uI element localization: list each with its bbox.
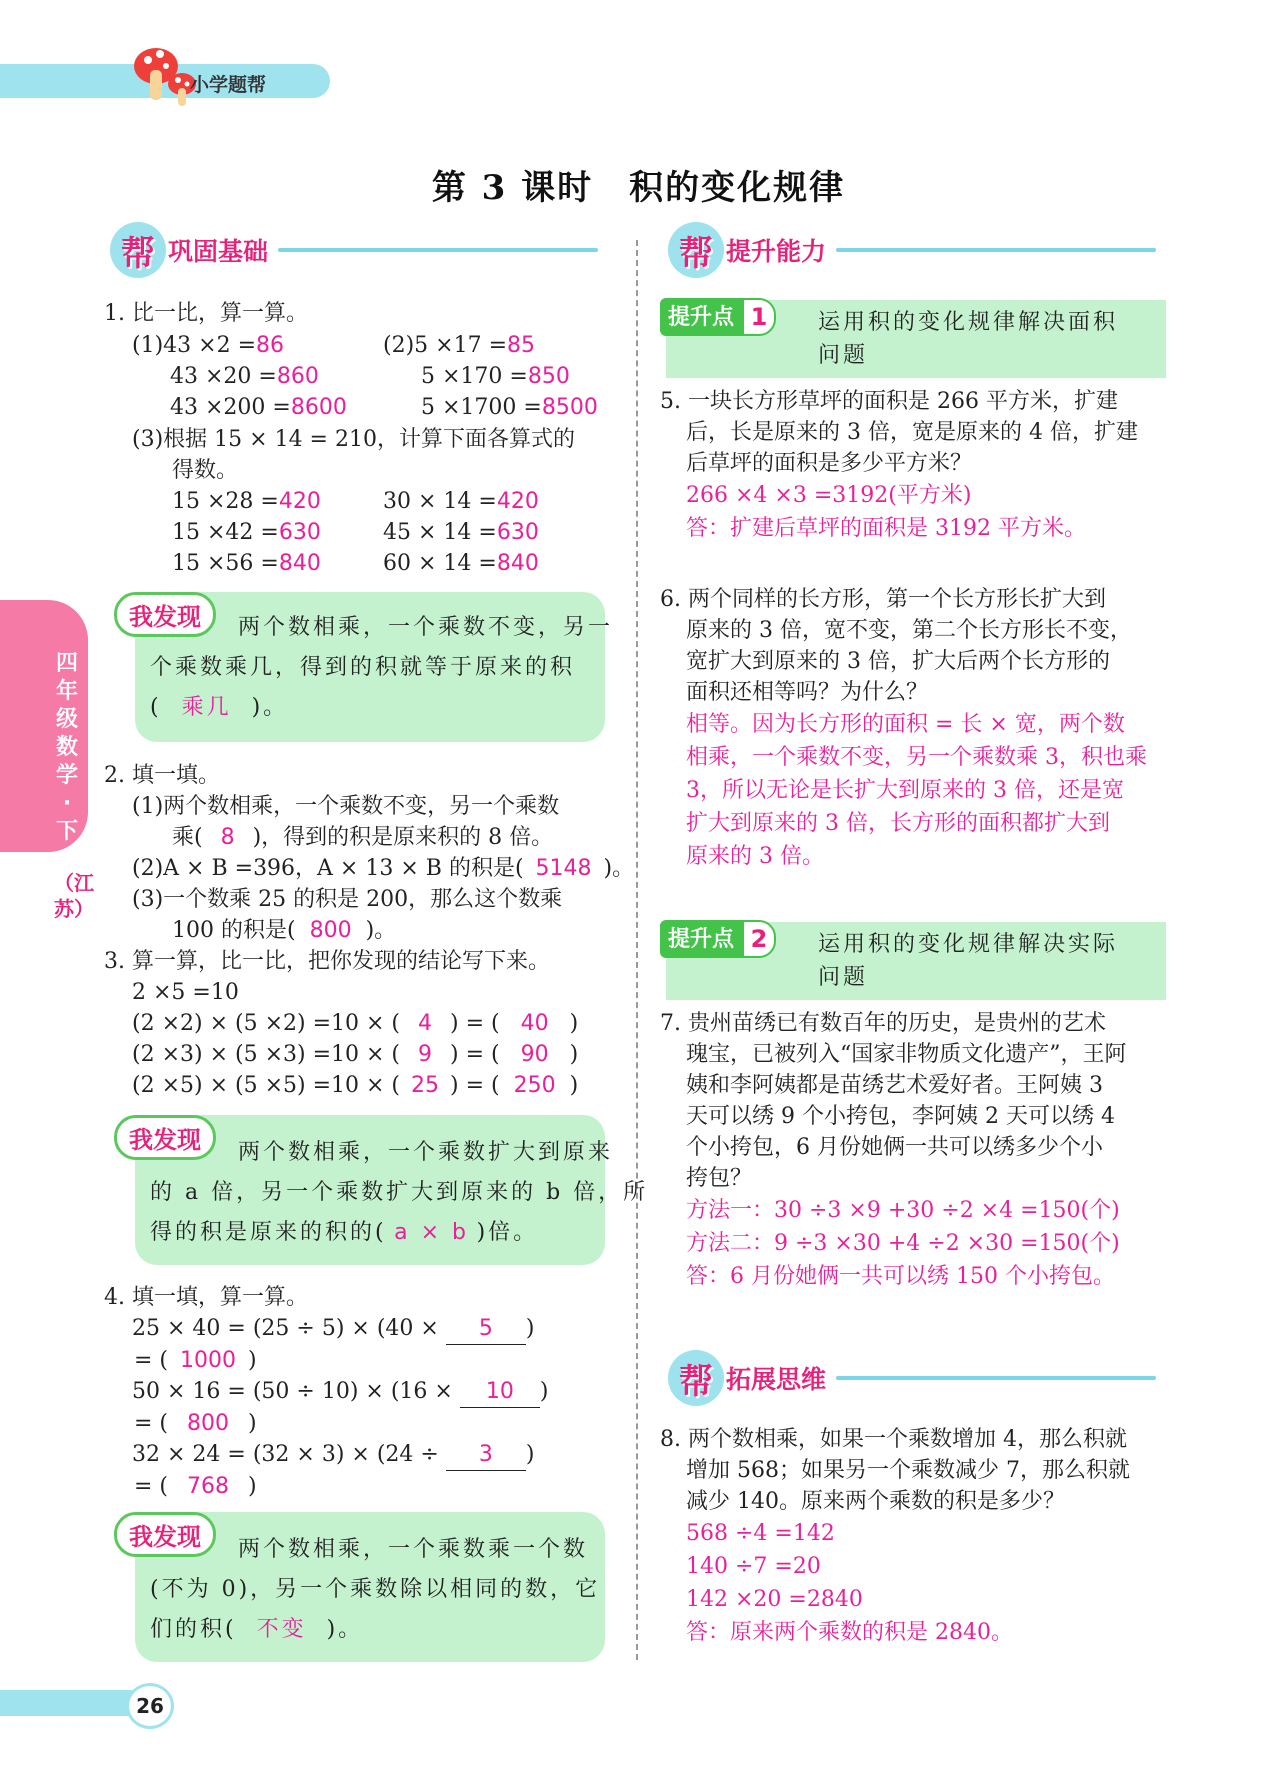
section-rule — [278, 248, 598, 252]
q3-stem: 3. 算一算，比一比，把你发现的结论写下来。 — [104, 949, 550, 974]
q2-line: (1)两个数相乘，一个乘数不变，另一个乘数 — [132, 794, 560, 819]
q1-answer: 630 — [496, 520, 539, 545]
q4-row: 50 × 16 = (50 ÷ 10) × (16 × 10 ) — [132, 1376, 548, 1408]
q7 — [660, 1008, 1127, 1293]
q3-row: (2 ×3) × (5 ×3) =10 × ( 9 ) = ( 90 ) — [132, 1042, 579, 1067]
q6-line: 6. 两个同样的长方形，第一个长方形长扩大到 — [660, 587, 1106, 612]
q8-line: 减少 140。原来两个乘数的积是多少？ — [686, 1489, 1065, 1514]
discovery-answer: 不变 — [256, 1617, 307, 1642]
q1-expr: 43 ×20 = — [170, 364, 277, 389]
q1-part3-line1: (3)根据 15 × 14 = 210，计算下面各算式的 — [132, 427, 575, 452]
q1-answer: 850 — [527, 364, 570, 389]
q6-answer: 扩大到原来的 3 倍，长方形的面积都扩大到 — [686, 811, 1110, 836]
discovery-tag: 我发现 — [114, 1115, 216, 1160]
skill-point-text: 运用积的变化规律解决面积 — [818, 310, 1119, 335]
q1-answer: 86 — [256, 333, 285, 358]
q2-stem: 2. 填一填。 — [104, 763, 220, 788]
discovery-text: 两个数相乘，一个乘数不变，另一 — [238, 615, 614, 640]
q5-answer: 答：扩建后草坪的面积是 3192 平方米。 — [686, 516, 1086, 541]
q2-line: (2)A × B =396，A × 13 × B 的积是( 5148 )。 — [132, 853, 634, 884]
q6-answer: 3，所以无论是长扩大到原来的 3 倍，还是宽 — [686, 778, 1124, 803]
discovery-text: ( 乘几 )。 — [150, 688, 288, 728]
q8-answer: 568 ÷4 =142 — [686, 1521, 835, 1546]
q6-line: 原来的 3 倍，宽不变，第二个长方形长不变， — [686, 618, 1132, 643]
q1-expr: 15 ×42 = — [172, 520, 279, 545]
q8-answer: 答：原来两个乘数的积是 2840。 — [686, 1620, 1013, 1645]
q2-line: (3)一个数乘 25 的积是 200，那么这个数乘 — [132, 887, 563, 912]
brand-name: 小学题帮 — [190, 74, 267, 96]
q6-answer: 相乘，一个乘数不变，另一个乘数乘 3，积也乘 — [686, 745, 1147, 770]
skill-point-text: 运用积的变化规律解决实际 — [818, 932, 1119, 957]
q1-expr: (1)43 ×2 = — [132, 333, 257, 358]
q3-base: 2 ×5 =10 — [132, 980, 239, 1005]
q7-line: 7. 贵州苗绣已有数百年的历史，是贵州的艺术 — [660, 1011, 1106, 1036]
section-rule — [836, 1376, 1156, 1380]
q4-row: 32 × 24 = (32 × 3) × (24 ÷ 3 ) — [132, 1439, 548, 1471]
discovery-text: 得的积是原来的积的( a × b )倍。 — [150, 1213, 538, 1253]
q1-expr: 60 × 14 = — [383, 551, 497, 576]
skill-point-text: 问题 — [818, 965, 869, 990]
q1-expr: 30 × 14 = — [383, 489, 497, 514]
q1-expr: 5 ×170 = — [421, 364, 528, 389]
q5-answer: 266 ×4 ×3 =3192(平方米) — [686, 483, 972, 508]
q7-line: 个小挎包，6 月份她俩一共可以绣多少个小 — [686, 1135, 1103, 1160]
q6-answer: 相等。因为长方形的面积 = 长 × 宽，两个数 — [686, 712, 1125, 737]
skill-point-text: 问题 — [818, 343, 869, 368]
q8-answer: 142 ×20 =2840 — [686, 1587, 863, 1612]
q4-row: 25 × 40 = (25 ÷ 5) × (40 × 5 ) — [132, 1313, 548, 1345]
q7-line: 姨和李阿姨都是苗绣艺术爱好者。王阿姨 3 — [686, 1073, 1103, 1098]
q1-expr: 43 ×200 = — [170, 395, 291, 420]
discovery-text: 两个数相乘，一个乘数扩大到原来 — [238, 1140, 614, 1165]
discovery-answer: a × b — [394, 1220, 470, 1245]
section-badge: 帮 — [668, 222, 724, 278]
q6-answer: 原来的 3 倍。 — [686, 844, 824, 869]
discovery-text: 们的积( 不变 )。 — [150, 1610, 363, 1650]
q8-line: 增加 568；如果另一个乘数减少 7，那么积就 — [686, 1458, 1130, 1483]
q7-answer: 方法一：30 ÷3 ×9 +30 ÷2 ×4 =150(个) — [686, 1198, 1120, 1223]
q2-answer: 5148 — [535, 856, 592, 881]
section-basic — [110, 222, 598, 278]
q2-line: 乘( 8 )，得到的积是原来积的 8 倍。 — [172, 822, 553, 853]
skill-point-number: 1 — [742, 298, 776, 336]
q3-rows — [132, 1008, 578, 1101]
section-improve — [668, 222, 1156, 278]
section-title: 拓展思维 — [726, 1365, 827, 1394]
skill-point-tag: 提升点 — [660, 298, 742, 336]
q1-answer: 860 — [276, 364, 319, 389]
q4-result: = ( 800 ) — [134, 1411, 257, 1436]
q8 — [660, 1424, 1130, 1649]
q1-answer: 840 — [278, 551, 321, 576]
q2-answer: 800 — [309, 918, 352, 943]
q1-expr: 45 × 14 = — [383, 520, 497, 545]
q8-line: 8. 两个数相乘，如果一个乘数增加 4，那么积就 — [660, 1427, 1127, 1452]
skill-point-tag: 提升点 — [660, 920, 742, 958]
section-expand — [668, 1350, 1156, 1406]
discovery-text: 两个数相乘，一个乘数乘一个数 — [238, 1537, 589, 1562]
q1-expr: 15 ×56 = — [172, 551, 279, 576]
side-tab-label: 四年级数学·下 — [55, 651, 78, 844]
q3-row: (2 ×5) × (5 ×5) =10 × ( 25 ) = ( 250 ) — [132, 1073, 579, 1098]
section-badge: 帮 — [668, 1350, 724, 1406]
q4-result: = ( 1000 ) — [134, 1348, 257, 1373]
section-badge: 帮 — [110, 222, 166, 278]
q7-answer: 方法二：9 ÷3 ×30 +4 ÷2 ×30 =150(个) — [686, 1231, 1120, 1256]
q7-answer: 答：6 月份她俩一共可以绣 150 个小挎包。 — [686, 1264, 1115, 1289]
q1-answer: 8600 — [290, 395, 347, 420]
q1-answer: 630 — [278, 520, 321, 545]
q6-line: 面积还相等吗？为什么？ — [686, 680, 929, 705]
q1-part1 — [132, 330, 347, 423]
q4-stem: 4. 填一填，算一算。 — [104, 1285, 308, 1310]
q2-answer: 8 — [220, 825, 235, 850]
q1-expr: (2)5 ×17 = — [383, 333, 508, 358]
skill-point-label — [660, 298, 776, 336]
discovery-answer: 乘几 — [181, 695, 232, 720]
discovery-text: (不为 0)，另一个乘数除以相同的数，它 — [150, 1577, 601, 1602]
q1-answer: 420 — [278, 489, 321, 514]
q1-part3-left — [172, 486, 321, 579]
q1-answer: 85 — [507, 333, 536, 358]
q4-rows — [132, 1313, 548, 1502]
q1-part3-line2: 得数。 — [172, 458, 239, 483]
q4-result: = ( 768 ) — [134, 1474, 257, 1499]
discovery-tag: 我发现 — [114, 592, 216, 637]
q8-answer: 140 ÷7 =20 — [686, 1554, 821, 1579]
q6 — [660, 584, 1147, 873]
q5-line: 5. 一块长方形草坪的面积是 266 平方米，扩建 — [660, 389, 1118, 414]
q5 — [660, 386, 1138, 545]
q1-part2 — [383, 330, 598, 423]
q1-answer: 840 — [496, 551, 539, 576]
page-number: 26 — [126, 1683, 174, 1729]
column-divider — [636, 240, 638, 1660]
q7-line: 天可以绣 9 个小挎包，李阿姨 2 天可以绣 4 — [686, 1104, 1115, 1129]
q1-answer: 8500 — [541, 395, 598, 420]
discovery-text: 的 a 倍，另一个乘数扩大到原来的 b 倍，所 — [150, 1180, 649, 1205]
skill-point-label — [660, 920, 776, 958]
section-title: 巩固基础 — [168, 237, 269, 266]
q7-line: 瑰宝，已被列入“国家非物质文化遗产”，王阿 — [686, 1042, 1127, 1067]
q7-line: 挎包？ — [686, 1166, 753, 1191]
q3-row: (2 ×2) × (5 ×2) =10 × ( 4 ) = ( 40 ) — [132, 1011, 579, 1036]
q1-part3-right — [383, 486, 539, 579]
section-title: 提升能力 — [726, 237, 827, 266]
side-tab-region: （江苏） — [54, 871, 94, 921]
q1-expr: 5 ×1700 = — [421, 395, 542, 420]
q6-line: 宽扩大到原来的 3 倍，扩大后两个长方形的 — [686, 649, 1110, 674]
q2-line: 100 的积是( 800 )。 — [172, 915, 396, 946]
skill-point-number: 2 — [742, 920, 776, 958]
q5-line: 后草坪的面积是多少平方米？ — [686, 451, 973, 476]
q1-answer: 420 — [496, 489, 539, 514]
q1-expr: 15 ×28 = — [172, 489, 279, 514]
q5-line: 后，长是原来的 3 倍，宽是原来的 4 倍，扩建 — [686, 420, 1138, 445]
discovery-tag: 我发现 — [114, 1512, 216, 1557]
discovery-text: 个乘数乘几，得到的积就等于原来的积 — [150, 655, 576, 680]
q1-stem: 1. 比一比，算一算。 — [104, 301, 308, 326]
page-title: 第 3 课时 积的变化规律 — [431, 168, 846, 208]
section-rule — [836, 248, 1156, 252]
